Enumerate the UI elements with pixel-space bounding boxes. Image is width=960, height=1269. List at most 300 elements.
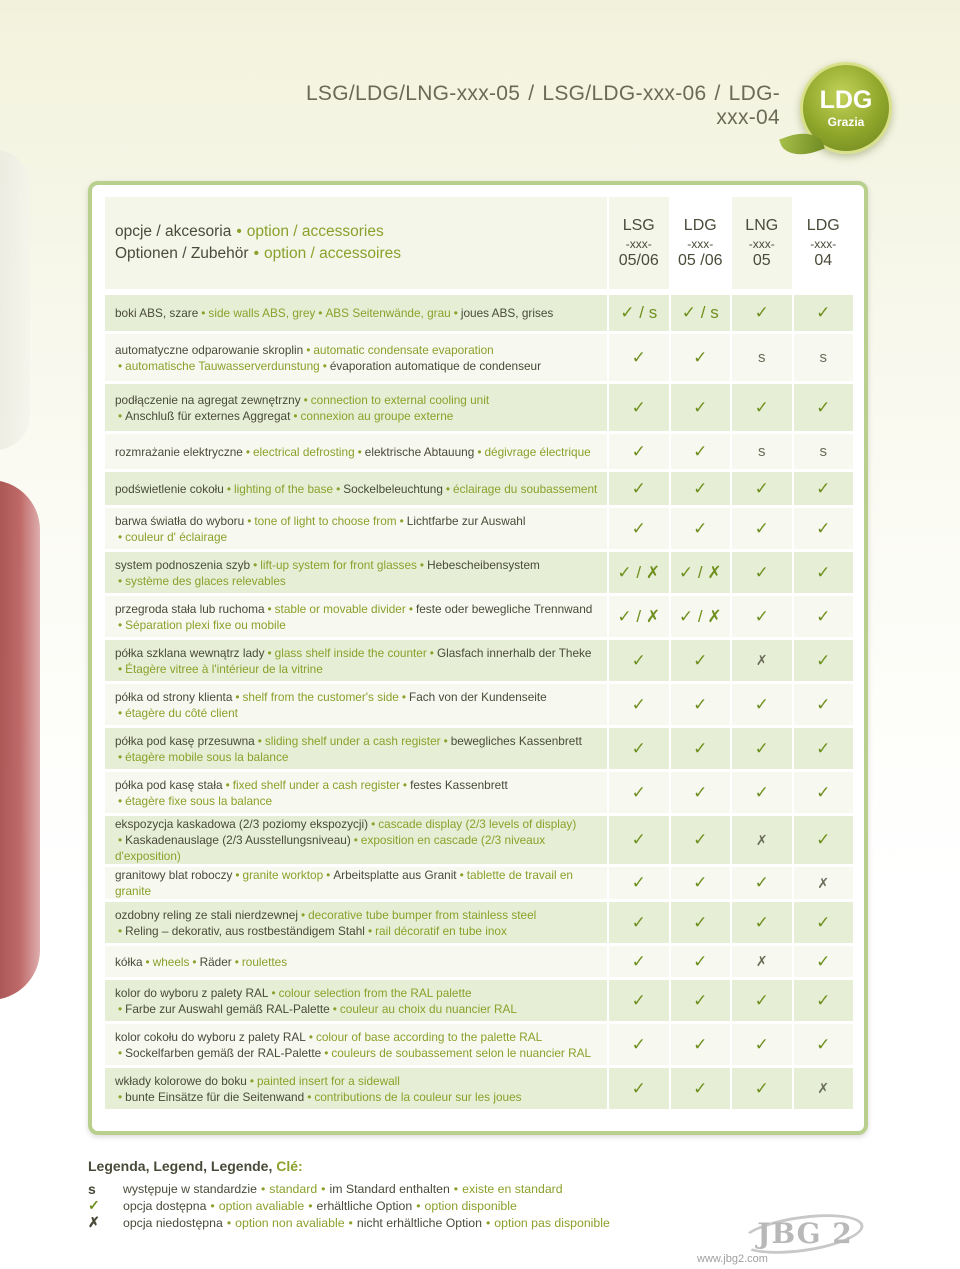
row-text: painted insert for a sidewall (256, 1073, 400, 1088)
row-description (105, 384, 607, 434)
availability-cell: ✗ (730, 816, 792, 867)
legend-text: opcja niedostępna (123, 1215, 223, 1230)
availability-cell: ✓ (792, 902, 854, 946)
bullet-icon: • (267, 601, 272, 616)
title-separator: / (528, 82, 535, 105)
availability-cell: ✓ (607, 472, 669, 508)
model-header-lng (730, 197, 792, 289)
row-text: étagère mobile sous la balance (125, 749, 289, 764)
availability-cell: ✓ / ✗ (607, 552, 669, 596)
row-text: kolor do wyboru z palety RAL (115, 985, 269, 1000)
row-description (105, 596, 607, 640)
row-text: Farbe zur Auswahl gemäß RAL-Palette (125, 1001, 330, 1016)
row-text: stable or movable divider (274, 601, 406, 616)
availability-cell: ✗ (730, 640, 792, 684)
availability-cell: ✓ (607, 902, 669, 946)
bullet-icon: • (324, 1045, 329, 1060)
table-row (105, 295, 853, 334)
row-description (105, 772, 607, 816)
table-row (105, 1024, 853, 1068)
bullet-icon: • (118, 705, 123, 720)
availability-cell: ✓ (792, 728, 854, 772)
bullet-icon: • (429, 645, 434, 660)
row-text: tone of light to choose from (254, 513, 397, 528)
bullet-icon: • (306, 342, 311, 357)
bullet-icon: • (235, 868, 240, 882)
logo-sub: Grazia (827, 114, 865, 129)
row-text: kółka (115, 954, 143, 969)
row-text: dégivrage électrique (484, 444, 591, 459)
bullet-icon: • (247, 513, 252, 528)
row-text: Reling – dekorativ, aus rostbeständigem Stahl (125, 923, 365, 938)
row-text: shelf from the customer's side (242, 689, 399, 704)
availability-cell: ✓ (669, 434, 731, 472)
bullet-icon: • (253, 245, 259, 262)
row-text: ekspozycja kaskadowa (2/3 poziomy ekspozycji) (115, 817, 369, 831)
model-mid: -xxx- (810, 236, 837, 251)
row-description (105, 946, 607, 980)
row-text: Arbeitsplatte aus Granit (333, 868, 457, 882)
availability-cell: ✓ (669, 980, 731, 1024)
model-name: LSG (622, 216, 655, 234)
bullet-icon: • (118, 617, 123, 632)
row-text: glass shelf inside the counter (274, 645, 427, 660)
row-text: Sockelbeleuchtung (343, 481, 443, 496)
table-row (105, 772, 853, 816)
legend-text: option disponible (424, 1198, 517, 1213)
row-text: connexion au groupe externe (300, 408, 454, 423)
row-text: granitowy blat roboczy (115, 868, 233, 882)
row-description (105, 728, 607, 772)
table-row (105, 334, 853, 384)
table-header-row (105, 197, 853, 289)
bullet-icon: • (118, 1001, 123, 1016)
availability-cell: ✓ (669, 772, 731, 816)
row-text: wheels (152, 954, 190, 969)
header-de: Optionen / Zubehör (115, 245, 249, 262)
row-description (105, 508, 607, 552)
row-text: bunte Einsätze für die Seitenwand (125, 1089, 305, 1104)
availability-cell: ✓ (730, 867, 792, 902)
row-text: podłączenie na agregat zewnętrzny (115, 392, 301, 407)
row-text: connection to external cooling unit (310, 392, 490, 407)
cross-icon: ✗ (88, 1214, 100, 1230)
row-text: couleur au choix du nuancier RAL (339, 1001, 517, 1016)
bullet-icon: • (308, 1198, 313, 1213)
row-text: sliding shelf under a cash register (264, 733, 441, 748)
row-text: automatische Tauwasserverdunstung (125, 358, 320, 373)
row-text: étagère du côté client (125, 705, 238, 720)
row-text: Fach von der Kundenseite (409, 689, 547, 704)
row-text: exposition en cascade (2/3 niveaux d'exposition) (115, 833, 546, 863)
legend-text: nicht erhältliche Option (356, 1215, 482, 1230)
availability-cell: ✓ (792, 640, 854, 684)
bullet-icon: • (235, 689, 240, 704)
model-mid: -xxx- (625, 236, 652, 251)
table-row (105, 596, 853, 640)
bullet-icon: • (399, 513, 404, 528)
bullet-icon: • (210, 1198, 215, 1213)
availability-cell: ✓ (730, 472, 792, 508)
table-row (105, 640, 853, 684)
row-text: colour of base according to the palette RAL (315, 1029, 543, 1044)
row-text: rail décoratif en tube inox (375, 923, 507, 938)
row-text: boki ABS, szare (115, 306, 199, 320)
title-part: LSG/LDG-xxx-06 (542, 82, 707, 105)
row-description (105, 552, 607, 596)
bullet-icon: • (118, 1045, 123, 1060)
row-text: side walls ABS, grey (208, 306, 316, 320)
row-text: Étagère vitree à l'intérieur de la vitrine (125, 661, 323, 676)
availability-cell: ✓ (669, 946, 731, 980)
model-header-ldg-05-06 (669, 197, 731, 289)
bullet-icon: • (245, 444, 250, 459)
bullet-icon: • (192, 954, 197, 969)
row-text: decorative tube bumper from stainless steel (308, 907, 537, 922)
availability-cell: ✗ (792, 867, 854, 902)
table-row (105, 384, 853, 434)
row-text: automatic condensate evaporation (313, 342, 494, 357)
row-description (105, 980, 607, 1024)
header-label (105, 197, 607, 289)
table-row (105, 946, 853, 980)
table-row (105, 980, 853, 1024)
table-row (105, 472, 853, 508)
legend-text: option avaliable (218, 1198, 305, 1213)
bullet-icon: • (445, 481, 451, 496)
bullet-icon: • (367, 923, 373, 938)
bullet-icon: • (459, 868, 464, 882)
row-description (105, 902, 607, 946)
bullet-icon: • (357, 444, 362, 459)
availability-cell: ✓ (607, 434, 669, 472)
row-text: Lichtfarbe zur Auswahl (406, 513, 526, 528)
header-fr: option / accessoires (264, 245, 401, 262)
availability-cell: ✓ / s (669, 295, 731, 334)
title-part: LDG-xxx-04 (716, 82, 780, 129)
availability-cell: ✓ (730, 902, 792, 946)
bullet-icon: • (308, 1029, 313, 1044)
availability-cell: ✓ (669, 902, 731, 946)
row-description (105, 816, 607, 867)
jbg2-logo (740, 1210, 870, 1256)
model-header-lsg (607, 197, 669, 289)
legend-item (88, 1180, 688, 1197)
availability-cell: ✓ (792, 596, 854, 640)
bullet-icon: • (257, 733, 262, 748)
row-text: system podnoszenia szyb (115, 557, 251, 572)
row-description (105, 472, 607, 508)
availability-cell: s (792, 434, 854, 472)
availability-cell: ✓ (792, 508, 854, 552)
row-text: roulettes (241, 954, 288, 969)
legend-text: existe en standard (462, 1181, 563, 1196)
availability-cell: ✓ (792, 816, 854, 867)
bullet-icon: • (118, 923, 123, 938)
legend-item (88, 1197, 688, 1214)
bullet-icon: • (300, 907, 306, 922)
row-text: rozmrażanie elektryczne (115, 444, 243, 459)
model-num: 05 (752, 251, 771, 269)
title-separator: / (714, 82, 721, 105)
legend-text: erhältliche Option (316, 1198, 413, 1213)
table-row (105, 816, 853, 867)
availability-cell: ✓ (669, 728, 731, 772)
availability-cell: ✓ (607, 1024, 669, 1068)
legend-title-accent: Clé: (276, 1158, 303, 1174)
bullet-icon: • (260, 1181, 266, 1196)
bullet-icon: • (236, 223, 242, 240)
model-mid: -xxx- (748, 236, 775, 251)
legend-text: option non avaliable (235, 1215, 345, 1230)
bullet-icon: • (303, 392, 308, 407)
availability-cell: ✓ (730, 552, 792, 596)
row-text: bewegliches Kassenbrett (450, 733, 582, 748)
availability-cell: ✓ (792, 472, 854, 508)
legend-title (88, 1158, 688, 1174)
availability-cell: ✓ (730, 295, 792, 334)
availability-cell: ✗ (730, 946, 792, 980)
availability-cell: ✓ (792, 980, 854, 1024)
options-table (105, 197, 853, 1112)
row-text: éclairage du soubassement (453, 481, 598, 496)
bullet-icon: • (118, 833, 123, 847)
logo-main: LDG (819, 85, 873, 114)
bullet-icon: • (201, 306, 206, 320)
availability-cell: ✓ (607, 684, 669, 728)
bullet-icon: • (118, 529, 123, 544)
availability-cell: ✓ (669, 867, 731, 902)
availability-cell: ✓ (792, 772, 854, 816)
bullet-icon: • (485, 1215, 491, 1230)
row-text: wkłady kolorowe do boku (115, 1073, 247, 1088)
bullet-icon: • (226, 481, 232, 496)
bullet-icon: • (118, 749, 123, 764)
row-text: contributions de la couleur sur les joues (314, 1089, 522, 1104)
bullet-icon: • (408, 601, 413, 616)
availability-cell: s (730, 434, 792, 472)
legend-text: option pas disponible (494, 1215, 610, 1230)
bullet-icon: • (419, 557, 425, 572)
table-row (105, 552, 853, 596)
availability-cell: ✓ (607, 946, 669, 980)
row-description (105, 867, 607, 902)
bullet-icon: • (416, 1198, 421, 1213)
bullet-icon: • (443, 733, 448, 748)
row-text: kolor cokołu do wyboru z palety RAL (115, 1029, 306, 1044)
availability-cell: ✓ (669, 640, 731, 684)
page-title (300, 82, 780, 130)
availability-cell: ✓ (792, 295, 854, 334)
row-text: elektrische Abtauung (364, 444, 475, 459)
availability-cell: ✓ (730, 980, 792, 1024)
bullet-icon: • (326, 868, 331, 882)
availability-cell: ✓ (607, 1068, 669, 1112)
bullet-icon: • (118, 358, 123, 373)
check-icon: ✓ (88, 1197, 100, 1213)
availability-cell: ✓ (669, 816, 731, 867)
availability-cell: ✓ (669, 1024, 731, 1068)
availability-cell: ✓ (669, 472, 731, 508)
bullet-icon: • (402, 777, 408, 792)
bullet-icon: • (453, 1181, 459, 1196)
table-row (105, 902, 853, 946)
legend-item (88, 1214, 688, 1231)
row-text: ozdobny reling ze stali nierdzewnej (115, 907, 298, 922)
bullet-icon: • (225, 777, 230, 792)
table-row (105, 684, 853, 728)
row-text: Séparation plexi fixe ou mobile (125, 617, 286, 632)
bullet-icon: • (348, 1215, 353, 1230)
availability-cell: ✓ (792, 552, 854, 596)
legend (88, 1158, 688, 1231)
row-text: półka pod kasę stała (115, 777, 223, 792)
availability-cell: ✓ (607, 816, 669, 867)
row-text: półka pod kasę przesuwna (115, 733, 255, 748)
availability-cell: ✓ (669, 384, 731, 434)
row-text: couleur d' éclairage (125, 529, 228, 544)
table-row (105, 508, 853, 552)
bullet-icon: • (253, 557, 258, 572)
row-description (105, 640, 607, 684)
table-row (105, 728, 853, 772)
availability-cell: ✓ (792, 1024, 854, 1068)
row-description (105, 295, 607, 334)
legend-text: występuje w standardzie (123, 1181, 257, 1196)
bullet-icon: • (318, 306, 323, 320)
row-text: évaporation automatique de condenseur (329, 358, 542, 373)
row-text: podświetlenie cokołu (115, 481, 224, 496)
bullet-icon: • (307, 1089, 312, 1104)
bullet-icon: • (118, 661, 123, 676)
row-text: tablette de travail en granite (115, 868, 573, 898)
bullet-icon: • (453, 306, 458, 320)
bullet-icon: • (332, 1001, 337, 1016)
row-description (105, 434, 607, 472)
availability-cell: ✓ / ✗ (607, 596, 669, 640)
bullet-icon: • (336, 481, 341, 496)
bullet-icon: • (321, 1181, 326, 1196)
row-description (105, 334, 607, 384)
availability-cell: s (792, 334, 854, 384)
header-en: option / accessories (246, 223, 384, 240)
bullet-icon: • (371, 817, 376, 831)
row-text: Glasfach innerhalb der Theke (436, 645, 592, 660)
availability-cell: s (730, 334, 792, 384)
row-text: fixed shelf under a cash register (232, 777, 400, 792)
availability-cell: ✓ (669, 1068, 731, 1112)
availability-cell: ✓ (792, 684, 854, 728)
bullet-icon: • (118, 793, 123, 808)
bullet-icon: • (249, 1073, 254, 1088)
row-text: Sockelfarben gemäß der RAL-Palette (125, 1045, 322, 1060)
row-text: półka szklana wewnątrz lady (115, 645, 265, 660)
legend-text: standard (269, 1181, 318, 1196)
availability-cell: ✓ (792, 946, 854, 980)
table-row (105, 1068, 853, 1112)
bullet-icon: • (145, 954, 150, 969)
availability-cell: ✓ (607, 867, 669, 902)
row-text: Hebescheibensystem (427, 557, 540, 572)
availability-cell: ✓ (669, 508, 731, 552)
availability-cell: ✓ (607, 728, 669, 772)
availability-cell: ✓ (607, 508, 669, 552)
row-text: electrical defrosting (253, 444, 355, 459)
availability-cell: ✓ (669, 334, 731, 384)
availability-cell: ✓ (607, 334, 669, 384)
availability-cell: ✓ (730, 772, 792, 816)
row-text: festes Kassenbrett (410, 777, 508, 792)
bullet-icon: • (118, 408, 123, 423)
row-text: joues ABS, grises (460, 306, 554, 320)
table-row (105, 867, 853, 902)
bullet-icon: • (353, 833, 358, 847)
row-text: cascade display (2/3 levels of display) (378, 817, 577, 831)
row-description (105, 1068, 607, 1112)
bullet-icon: • (293, 408, 298, 423)
availability-cell: ✓ / ✗ (669, 552, 731, 596)
row-text: automatyczne odparowanie skroplin (115, 342, 304, 357)
model-header-ldg-04 (792, 197, 854, 289)
row-text: colour selection from the RAL palette (278, 985, 472, 1000)
availability-cell: ✓ (607, 980, 669, 1024)
bullet-icon: • (226, 1215, 232, 1230)
legend-text: im Standard enthalten (329, 1181, 450, 1196)
row-text: lift-up system for front glasses (260, 557, 417, 572)
availability-cell: ✓ (730, 596, 792, 640)
row-text: Räder (199, 954, 232, 969)
row-description (105, 684, 607, 728)
legend-title-text: Legenda, Legend, Legende, (88, 1158, 273, 1174)
bullet-icon: • (322, 358, 327, 373)
availability-cell: ✓ (607, 384, 669, 434)
bullet-icon: • (271, 985, 276, 1000)
brand-name: JBG 2 (757, 1216, 853, 1250)
row-text: przegroda stała lub ruchoma (115, 601, 265, 616)
row-description (105, 1024, 607, 1068)
row-text: couleurs de soubassement selon le nuancier RAL (331, 1045, 592, 1060)
table-row (105, 434, 853, 472)
row-text: feste oder bewegliche Trennwand (415, 601, 593, 616)
availability-cell: ✓ (607, 640, 669, 684)
availability-cell: ✗ (792, 1068, 854, 1112)
model-name: LNG (745, 216, 779, 234)
row-text: granite worktop (242, 868, 324, 882)
availability-cell: ✓ / s (607, 295, 669, 334)
background-decoration-top (0, 150, 30, 450)
availability-cell: ✓ (730, 384, 792, 434)
background-decoration-chair (0, 480, 40, 1000)
row-text: barwa światła do wyboru (115, 513, 245, 528)
availability-cell: ✓ / ✗ (669, 596, 731, 640)
bullet-icon: • (267, 645, 272, 660)
availability-cell: ✓ (730, 1024, 792, 1068)
availability-cell: ✓ (730, 508, 792, 552)
bullet-icon: • (401, 689, 406, 704)
availability-cell: ✓ (730, 1068, 792, 1112)
bullet-icon: • (477, 444, 482, 459)
row-text: Anschluß für externes Aggregat (125, 408, 291, 423)
row-text: półka od strony klienta (115, 689, 233, 704)
row-text: Kaskadenauslage (2/3 Ausstellungsniveau) (125, 833, 351, 847)
title-part: LSG/LDG/LNG-xxx-05 (305, 82, 521, 105)
standard-icon: s (88, 1180, 96, 1197)
model-num: 05/06 (618, 251, 659, 269)
availability-cell: ✓ (669, 684, 731, 728)
model-name: LDG (806, 216, 840, 234)
legend-text: opcja dostępna (123, 1198, 207, 1213)
availability-cell: ✓ (730, 728, 792, 772)
